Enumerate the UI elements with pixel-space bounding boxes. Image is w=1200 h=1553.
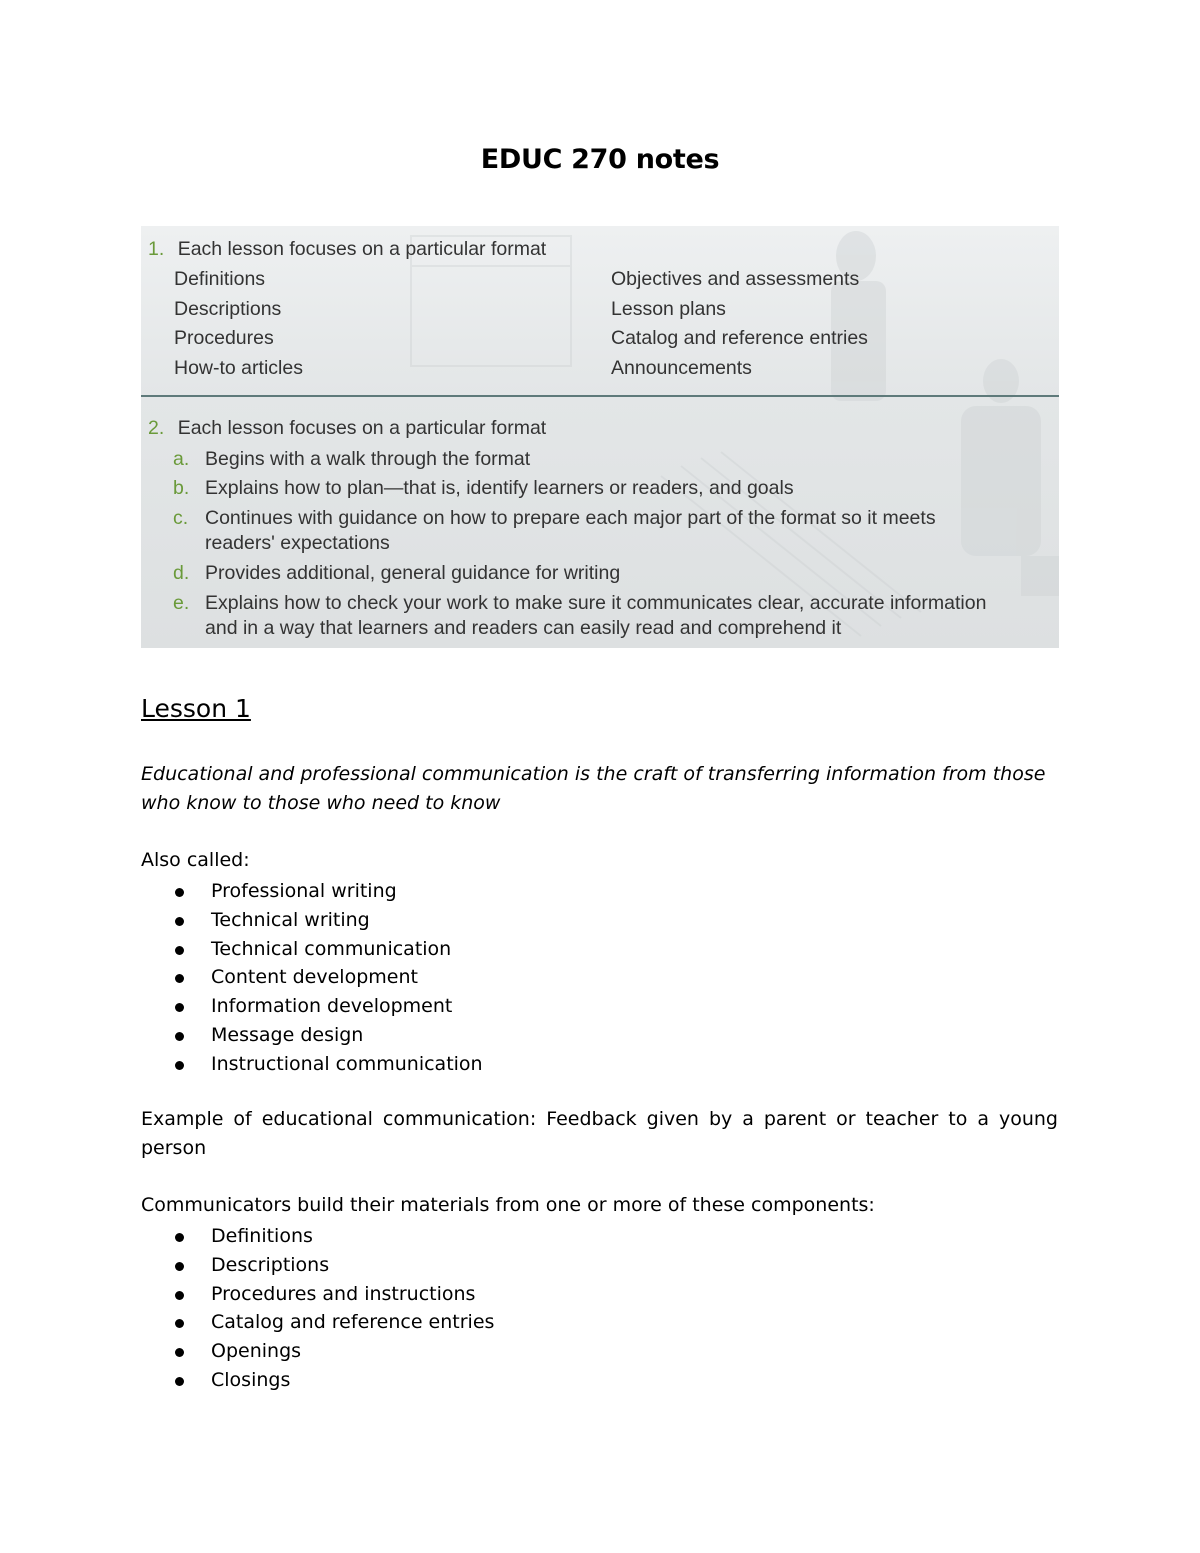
slide-format-procedures: Procedures: [174, 327, 274, 349]
slide-item-heading: Each lesson focuses on a particular format: [177, 417, 547, 439]
slide-point-text: readers' expectations: [205, 532, 390, 554]
bullet-icon: [175, 974, 184, 983]
slide-item-1-heading: [148, 238, 546, 261]
slide-point-letter: d.: [173, 562, 190, 584]
list-item: Content development: [0, 963, 1200, 992]
also-called-list: [0, 877, 1200, 1079]
list-item: Information development: [0, 992, 1200, 1021]
slide-point-text: Continues with guidance on how to prepare each major part of the format so it meets: [205, 507, 936, 529]
bullet-icon: [175, 888, 184, 897]
bullet-icon: [175, 1319, 184, 1328]
bullet-icon: [175, 917, 184, 926]
list-item: Technical writing: [0, 906, 1200, 935]
list-item: Message design: [0, 1021, 1200, 1050]
slide-format-catalog: Catalog and reference entries: [611, 327, 868, 349]
slide-point-letter: a.: [173, 448, 190, 470]
slide-point-letter: b.: [173, 477, 190, 499]
page-title: EDUC 270 notes: [480, 144, 720, 175]
components-label: Communicators build their materials from one or more of these components:: [141, 1194, 875, 1216]
slide-item-number: 2.: [148, 417, 165, 439]
slide-image: [141, 226, 1059, 648]
slide-format-objectives: Objectives and assessments: [611, 268, 860, 290]
definition-line: who know to those who need to know: [141, 792, 501, 814]
slide-point-letter: c.: [173, 507, 189, 529]
bullet-icon: [175, 1233, 184, 1242]
slide-item-heading: Each lesson focuses on a particular format: [177, 238, 547, 260]
bullet-icon: [175, 946, 184, 955]
slide-format-descriptions: Descriptions: [174, 298, 282, 320]
example-line: person: [141, 1137, 207, 1159]
slide-format-announcements: Announcements: [611, 357, 752, 379]
bullet-icon: [175, 1003, 184, 1012]
slide-item-2-heading: [148, 417, 546, 440]
list-item: Openings: [0, 1337, 1200, 1366]
slide-point-text: Explains how to plan—that is, identify learners or readers, and goals: [205, 477, 794, 499]
list-item: Definitions: [0, 1222, 1200, 1251]
components-list: [0, 1222, 1200, 1395]
bullet-icon: [175, 1348, 184, 1357]
example-line: Example of educational communication: Feedback given by a parent or teacher to a young: [141, 1108, 1058, 1130]
list-item: Closings: [0, 1366, 1200, 1395]
bullet-icon: [175, 1291, 184, 1300]
list-item: Procedures and instructions: [0, 1280, 1200, 1309]
slide-item-number: 1.: [148, 238, 165, 260]
list-item: Catalog and reference entries: [0, 1308, 1200, 1337]
bullet-icon: [175, 1262, 184, 1271]
slide-point-text: Provides additional, general guidance for writing: [205, 562, 621, 584]
slide-format-lesson-plans: Lesson plans: [611, 298, 726, 320]
list-item: Descriptions: [0, 1251, 1200, 1280]
slide-format-definitions: Definitions: [174, 268, 266, 290]
bullet-icon: [175, 1061, 184, 1070]
slide-point-letter: e.: [173, 592, 190, 614]
lesson-heading: Lesson 1: [141, 694, 251, 723]
also-called-label: Also called:: [141, 849, 250, 871]
slide-point-text: and in a way that learners and readers can easily read and comprehend it: [205, 617, 842, 639]
slide-point-text: Begins with a walk through the format: [205, 448, 531, 470]
definition-line: Educational and professional communication is the craft of transferring information from those: [141, 763, 1046, 785]
slide-divider: [141, 395, 1059, 397]
slide-format-how-to: How-to articles: [174, 357, 303, 379]
list-item: Technical communication: [0, 935, 1200, 964]
bullet-icon: [175, 1377, 184, 1386]
list-item: Professional writing: [0, 877, 1200, 906]
bullet-icon: [175, 1032, 184, 1041]
list-item: Instructional communication: [0, 1050, 1200, 1079]
slide-point-text: Explains how to check your work to make sure it communicates clear, accurate information: [205, 592, 987, 614]
